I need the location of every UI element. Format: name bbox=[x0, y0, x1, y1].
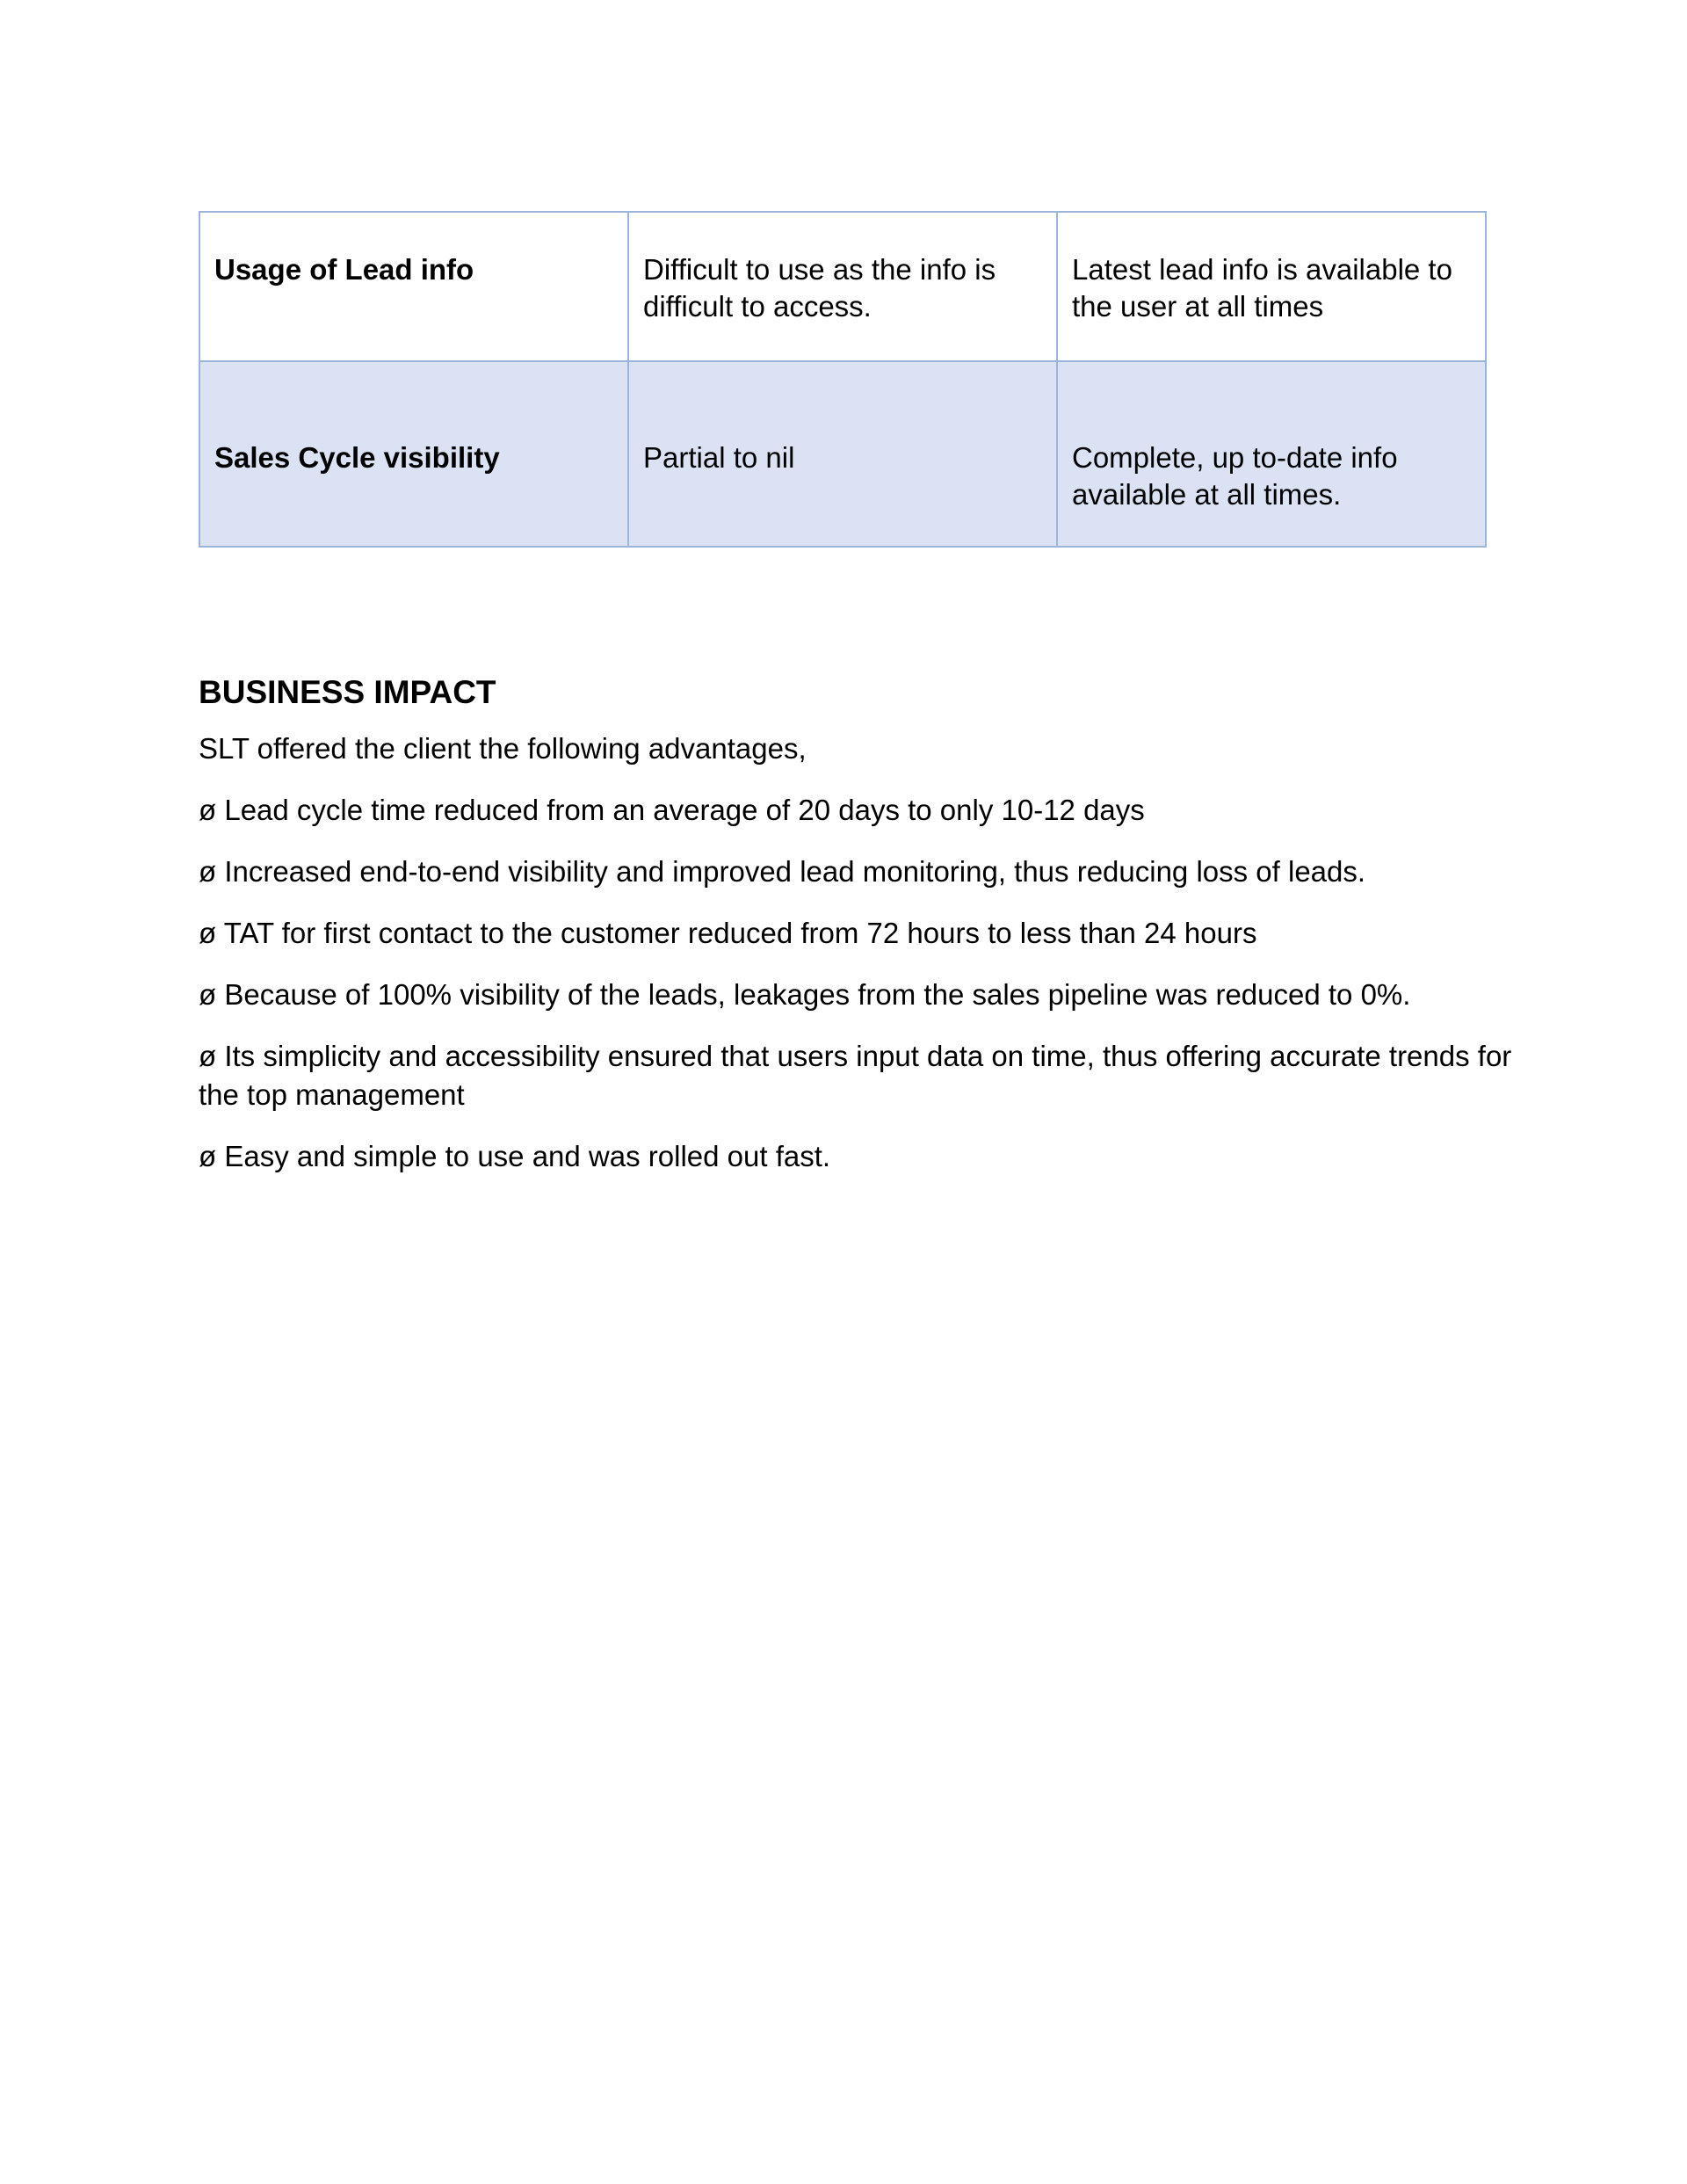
comparison-table bbox=[199, 211, 1487, 548]
intro-text: SLT offered the client the following advantages, bbox=[199, 732, 807, 765]
table-row bbox=[199, 212, 1486, 361]
table-row bbox=[199, 361, 1486, 547]
list-item bbox=[199, 1037, 1517, 1114]
after-cell: Latest lead info is available to the user at all times bbox=[1057, 212, 1486, 361]
business-impact-section bbox=[199, 668, 1517, 1199]
after-cell: Complete, up to-date info available at all times. bbox=[1057, 361, 1486, 547]
list-item-text: TAT for first contact to the customer reduced from 72 hours to less than 24 hours bbox=[223, 917, 1257, 949]
section-heading: BUSINESS IMPACT bbox=[199, 674, 496, 710]
list-item bbox=[199, 976, 1517, 1014]
bullet-icon: ø bbox=[199, 1040, 217, 1072]
list-item bbox=[199, 791, 1517, 830]
list-item bbox=[199, 914, 1517, 953]
list-item-text: Easy and simple to use and was rolled out fast. bbox=[224, 1140, 831, 1172]
list-item-text: Increased end-to-end visibility and improved lead monitoring, thus reducing loss of leads. bbox=[224, 855, 1366, 888]
before-cell: Partial to nil bbox=[628, 361, 1057, 547]
before-cell: Difficult to use as the info is difficult to access. bbox=[628, 212, 1057, 361]
row-label: Usage of Lead info bbox=[199, 212, 628, 361]
bullet-icon: ø bbox=[199, 855, 217, 888]
bullet-icon: ø bbox=[199, 917, 217, 949]
list-item-text: Lead cycle time reduced from an average of 20 days to only 10-12 days bbox=[224, 794, 1145, 826]
bullet-icon: ø bbox=[199, 794, 217, 826]
row-label: Sales Cycle visibility bbox=[199, 361, 628, 547]
list-item-text: Its simplicity and accessibility ensured that users input data on time, thus offering accurate trends for the top management bbox=[199, 1040, 1512, 1111]
bullet-icon: ø bbox=[199, 1140, 217, 1172]
list-item-text: Because of 100% visibility of the leads, leakages from the sales pipeline was reduced to 0%. bbox=[224, 978, 1411, 1011]
bullet-icon: ø bbox=[199, 978, 217, 1011]
list-item bbox=[199, 853, 1517, 891]
list-item bbox=[199, 1137, 1517, 1176]
